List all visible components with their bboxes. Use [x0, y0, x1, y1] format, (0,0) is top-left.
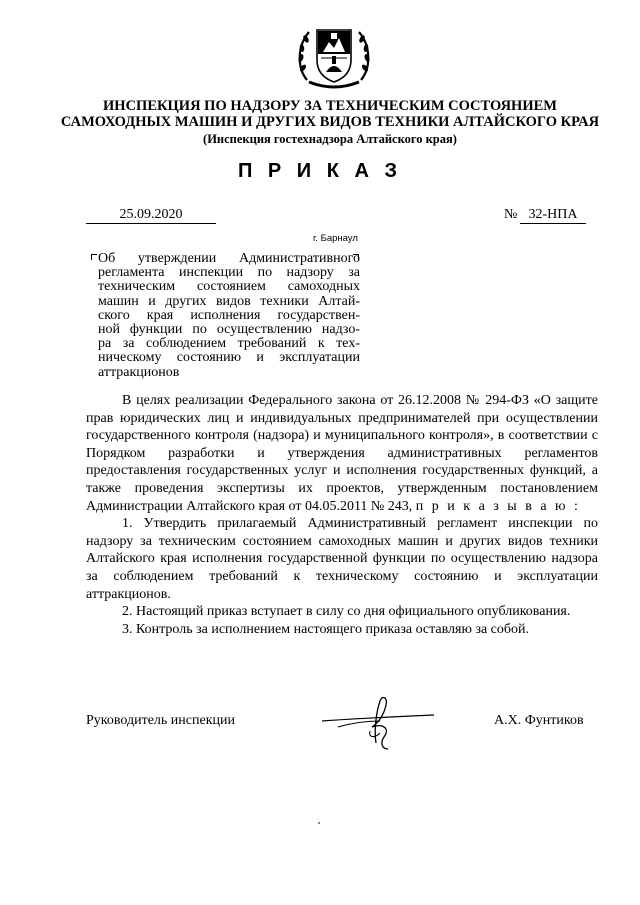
subject-line: Об утверждении Административного — [98, 251, 360, 266]
subject-line: регламента инспекции по надзору за — [98, 265, 360, 281]
order-item-3: 3. Контроль за исполнением настоящего приказа оставляю за собой. — [122, 621, 530, 637]
preamble-paragraph — [86, 392, 598, 515]
preamble-text: В целях реализации Федерального закона от 26.12.2008 № 294-ФЗ «О защите прав юридических лиц и индивидуальных предпринимателей при осуществлении государственного контроля (надзора) и муниципального контроля», в соответствии с Порядком разработки и утверждения административных регламентов предоставления государственных услуг и исполнения государственных функций, а также проведения экспертизы их проектов, утвержденным постановлением Администрации Алтайского края от 04.05.2011 № 243, — [86, 393, 598, 514]
document-title: П Р И К А З — [237, 160, 403, 182]
subject-line: техническим состоянием самоходных — [98, 279, 360, 295]
order-word: п р и к а з ы в а ю : — [415, 498, 581, 514]
order-item-2: 2. Настоящий приказ вступает в силу со дня официального опубликования. — [122, 604, 571, 620]
subject-bracket-left — [91, 254, 97, 260]
handwritten-signature — [318, 693, 438, 753]
org-header-line-1: ИНСПЕКЦИЯ ПО НАДЗОРУ ЗА ТЕХНИЧЕСКИМ СОСТОЯНИЕМ — [103, 98, 557, 114]
document-subject — [98, 252, 360, 380]
org-header-short-name: (Инспекция гостехнадзора Алтайского края) — [203, 132, 457, 146]
document-body — [86, 392, 598, 638]
signatory-name: А.Х. Фунтиков — [494, 713, 584, 728]
document-number-label: № — [504, 207, 518, 222]
order-item-1: 1. Утвердить прилагаемый Административный регламент инспекции по надзору за техническим состоянием самоходных машин и других видов техники Алтайского края исполнения государственной функции по осуществлению надзора за соблюдением требований к техническому состоянию и эксплуатации аттракционов. — [86, 516, 598, 602]
subject-line: машин и других видов техники Алтай- — [98, 293, 360, 309]
subject-line: ной функции по осуществлению надзо- — [98, 322, 360, 338]
document-city: г. Барнаул — [313, 233, 358, 244]
document-number: 32-НПА — [520, 207, 586, 224]
document-date: 25.09.2020 — [86, 207, 216, 224]
subject-line: ра за соблюдением требований к тех- — [98, 336, 360, 352]
subject-line: ническому состоянию и эксплуатации — [98, 350, 360, 366]
coat-of-arms-icon — [293, 20, 375, 94]
scan-speck — [318, 822, 320, 824]
subject-line: аттракционов — [98, 364, 180, 380]
subject-line: ского края исполнения государствен- — [98, 307, 360, 323]
signatory-role: Руководитель инспекции — [86, 713, 235, 728]
org-header-line-2: САМОХОДНЫХ МАШИН И ДРУГИХ ВИДОВ ТЕХНИКИ АЛТАЙСКОГО КРАЯ — [60, 114, 600, 130]
